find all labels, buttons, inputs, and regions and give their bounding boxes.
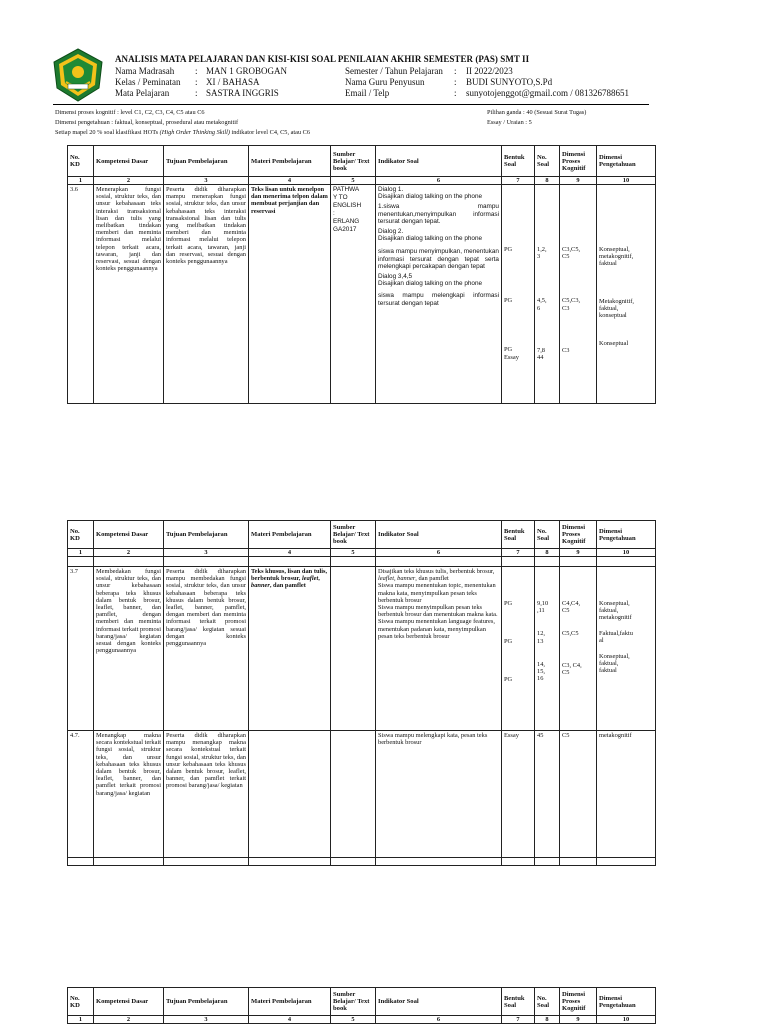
indikator-line: Disajikan dialog talking on the phone bbox=[378, 280, 483, 288]
meta-value-mapel: SASTRA INGGRIS bbox=[206, 88, 279, 98]
col-header: Tujuan Pembelajaran bbox=[164, 521, 249, 549]
materi-italic: banner bbox=[251, 582, 270, 590]
meta-colon: : bbox=[195, 77, 198, 87]
col-number: 8 bbox=[535, 1016, 560, 1024]
pengetahuan-value: faktual bbox=[599, 667, 617, 675]
col-header: Tujuan Pembelajaran bbox=[164, 146, 249, 177]
meta-value-email: sunyotojenggot@gmail.com / 081326788651 bbox=[466, 88, 630, 98]
col-number: 4 bbox=[249, 1016, 331, 1024]
table-header-row bbox=[68, 521, 656, 549]
col-number: 4 bbox=[249, 549, 331, 557]
kisi-kisi-table-3 bbox=[67, 987, 656, 1024]
table-row bbox=[68, 567, 656, 731]
pengetahuan-value: faktual, bbox=[599, 607, 619, 615]
note-essay: Essay / Uraian : 5 bbox=[487, 119, 532, 126]
meta-value-kelas: XI / BAHASA bbox=[206, 77, 260, 87]
table-header-row bbox=[68, 988, 656, 1016]
proses-value: C4,C4, bbox=[562, 600, 581, 607]
col-number: 10 bbox=[597, 549, 656, 557]
col-number: 2 bbox=[94, 1016, 164, 1024]
header-rule bbox=[53, 104, 649, 105]
indikator-soal bbox=[376, 185, 502, 404]
col-number: 1 bbox=[68, 549, 94, 557]
col-header: Indikator Soal bbox=[376, 521, 502, 549]
pengetahuan-value: Konseptual bbox=[599, 340, 629, 348]
dimensi-pengetahuan bbox=[597, 567, 656, 731]
kisi-kisi-table-1 bbox=[67, 145, 656, 404]
bentuk-value: Essay bbox=[504, 353, 519, 361]
col-header: Dimensi Pengetahuan bbox=[597, 146, 656, 177]
materi-text: Teks khusus, lisan dan tulis, berbentuk brosur, bbox=[251, 568, 328, 583]
materi-pembelajaran bbox=[249, 731, 331, 858]
sumber-line: GA2017 bbox=[333, 226, 357, 233]
bentuk-value: PG bbox=[504, 246, 513, 253]
nosoal-value: 3 bbox=[537, 253, 541, 261]
nosoal-value: 7,8 bbox=[537, 346, 545, 354]
indikator-line: Siswa mampu menentukan topic, menentukan makna kata, menyimpulkan pesan teks berbentuk brosur bbox=[378, 582, 496, 604]
document-title: ANALISIS MATA PELAJARAN DAN KISI-KISI SOAL PENILAIAN AKHIR SEMESTER (PAS) SMT II bbox=[115, 54, 530, 64]
proses-value: C5,C5 bbox=[562, 630, 579, 638]
col-number: 8 bbox=[535, 549, 560, 557]
col-number: 6 bbox=[376, 177, 502, 185]
kd-number: 4.7. bbox=[68, 731, 94, 858]
col-header: Materi Pembelajaran bbox=[249, 146, 331, 177]
nosoal-value: 4,5, bbox=[537, 297, 547, 305]
col-header: Dimensi Proses Kognitif bbox=[560, 988, 597, 1016]
proses-value: C3 bbox=[562, 346, 570, 354]
col-number: 2 bbox=[94, 177, 164, 185]
materi-text: , bbox=[318, 575, 320, 583]
bentuk-soal bbox=[502, 567, 535, 731]
proses-value: C5 bbox=[562, 668, 570, 676]
indikator-line: Siswa mampu menentukan language features, menentukan padanan kata, menyimpulkan pesan teks berbentuk brosur bbox=[378, 618, 495, 640]
meta-colon: : bbox=[454, 77, 457, 87]
col-header: Bentuk Soal bbox=[502, 521, 535, 549]
bentuk-value: PG bbox=[504, 346, 513, 354]
col-number: 9 bbox=[560, 177, 597, 185]
col-header: No. KD bbox=[68, 521, 94, 549]
col-number: 9 bbox=[560, 549, 597, 557]
col-header: Dimensi Proses Kognitif bbox=[560, 521, 597, 549]
col-header: Dimensi Proses Kognitif bbox=[560, 146, 597, 177]
col-number: 5 bbox=[331, 549, 376, 557]
nomor-soal: 45 bbox=[535, 731, 560, 858]
indikator-line: Siswa mampu menyimpulkan pesan teks berbentuk brosur dan menentukan makna kata. bbox=[378, 604, 498, 619]
note-pilihan-ganda: Pilihan ganda : 40 (Sesuai Surat Tugas) bbox=[487, 109, 587, 116]
sumber-line: PATHWA bbox=[333, 186, 360, 193]
materi-text: , dan pamflet bbox=[269, 582, 306, 590]
col-header: Sumber Belajar/ Text book bbox=[331, 988, 376, 1016]
col-header: Kompetensi Dasar bbox=[94, 988, 164, 1016]
col-number: 5 bbox=[331, 177, 376, 185]
materi-pembelajaran: Teks lisan untuk menelpon dan menerima telpon dalam membuat perjanjian dan reservasi bbox=[249, 185, 331, 404]
sumber-belajar bbox=[331, 185, 376, 404]
kd-number: 3.7 bbox=[68, 567, 94, 731]
indikator-line: Dialog 3,4,5 bbox=[378, 273, 413, 281]
tujuan-pembelajaran: Peserta didik diharapkan mampu menangkap makna secara kontekstual terkait fungsi sosial, struktur teks, dan unsur kebahasaan teks khusus dalam bentuk brosur, leaflet, banner, dan pamflet terkait promosi barang/jasa/ kegiatan bbox=[164, 731, 249, 858]
pengetahuan-value: faktual bbox=[599, 260, 617, 268]
col-header: Kompetensi Dasar bbox=[94, 521, 164, 549]
nomor-soal bbox=[535, 567, 560, 731]
column-number-row bbox=[68, 549, 656, 557]
col-header: Kompetensi Dasar bbox=[94, 146, 164, 177]
col-header: No. Soal bbox=[535, 146, 560, 177]
pengetahuan-value: konseptual bbox=[599, 312, 627, 320]
col-header: Materi Pembelajaran bbox=[249, 988, 331, 1016]
kd-number: 3.6 bbox=[68, 185, 94, 404]
table-row-blank bbox=[68, 557, 656, 567]
pengetahuan-value: al bbox=[599, 636, 604, 644]
indikator-italic: leaflet, banner bbox=[378, 575, 416, 583]
sumber-line: ERLANG bbox=[333, 218, 360, 225]
col-header: Tujuan Pembelajaran bbox=[164, 988, 249, 1016]
proses-value: C3 bbox=[562, 304, 570, 312]
sumber-line: ENGLISH bbox=[333, 202, 362, 209]
col-number: 6 bbox=[376, 1016, 502, 1024]
col-number: 9 bbox=[560, 1016, 597, 1024]
col-number: 7 bbox=[502, 177, 535, 185]
indikator-line: 1.siswa mampu menentukan,menyimpulkan informasi tersurat dengan tepat. bbox=[378, 203, 499, 225]
col-number: 7 bbox=[502, 1016, 535, 1024]
nosoal-value: 16 bbox=[537, 675, 544, 683]
meta-label-semester: Semester / Tahun Pelajaran bbox=[345, 66, 443, 76]
materi-pembelajaran bbox=[249, 567, 331, 731]
bentuk-soal bbox=[502, 185, 535, 404]
col-number: 1 bbox=[68, 177, 94, 185]
nosoal-value: 9,10 bbox=[537, 600, 549, 607]
col-header: Sumber Belajar/ Text book bbox=[331, 146, 376, 177]
kompetensi-dasar: Menerapkan fungsi sosial, struktur teks, dan unsur kebahasaan teks interaksi transaksional lisan dan tulis yang melibatkan tindakan memberi dan meminta informasi melalui telepon terkait acara, tawaran, janji dan reservasi, sesuai dengan konteks penggunaannya bbox=[94, 185, 164, 404]
col-number: 7 bbox=[502, 549, 535, 557]
sumber-belajar bbox=[331, 731, 376, 858]
indikator-line: Dialog 1. bbox=[378, 186, 404, 193]
kompetensi-dasar: Membedakan fungsi sosial, struktur teks, dan unsur kebahasaan beberapa teks khusus dalam bentuk brosur, leaflet, banner, dan pamflet, dengan memberi dan meminta informasi terkait promosi barang/jasa/ kegiatan sesuai dengan konteks penggunaannya bbox=[94, 567, 164, 731]
pengetahuan-value: metakognitif, bbox=[599, 253, 634, 261]
dimensi-proses-kognitif bbox=[560, 185, 597, 404]
col-number: 5 bbox=[331, 1016, 376, 1024]
pengetahuan-value: Konseptual, bbox=[599, 600, 630, 607]
col-header: Indikator Soal bbox=[376, 988, 502, 1016]
nomor-soal bbox=[535, 185, 560, 404]
col-header: Sumber Belajar/ Text book bbox=[331, 521, 376, 549]
pengetahuan-value: Konseptual, bbox=[599, 246, 630, 253]
col-number: 3 bbox=[164, 177, 249, 185]
col-number: 6 bbox=[376, 549, 502, 557]
proses-value: C5 bbox=[562, 607, 570, 615]
nosoal-value: ,11 bbox=[537, 607, 545, 615]
meta-colon: : bbox=[195, 88, 198, 98]
nosoal-value: 13 bbox=[537, 637, 544, 645]
sumber-line: Y TO bbox=[333, 194, 348, 201]
col-header: Bentuk Soal bbox=[502, 988, 535, 1016]
tujuan-pembelajaran: Peserta didik diharapkan mampu membedakan fungsi sosial, struktur teks, dan unsur kebahasaan beberapa teks khusus dalam bentuk brosur, leaflet, banner, pamflet, dengan memberi dan meminta informasi terkait promosi barang/jasa/ kegiatan sesuai dengan konteks penggunaannya bbox=[164, 567, 249, 731]
dimensi-pengetahuan bbox=[597, 185, 656, 404]
meta-colon: : bbox=[454, 88, 457, 98]
col-header: No. Soal bbox=[535, 521, 560, 549]
col-header: Dimensi Pengetahuan bbox=[597, 521, 656, 549]
pengetahuan-value: faktual, bbox=[599, 304, 619, 312]
meta-label-guru: Nama Guru Penyusun bbox=[345, 77, 425, 87]
indikator-soal: Siswa mampu melengkapi kata, pesan teks berbentuk brosur bbox=[376, 731, 502, 858]
bentuk-soal: Essay bbox=[502, 731, 535, 858]
column-number-row bbox=[68, 177, 656, 185]
col-header: Bentuk Soal bbox=[502, 146, 535, 177]
col-number: 4 bbox=[249, 177, 331, 185]
pengetahuan-value: Faktual,faktu bbox=[599, 629, 633, 637]
dimensi-proses-kognitif: C5 bbox=[560, 731, 597, 858]
note-hots-prefix: Setiap mapel 20 % soal klasifikasi HOTs bbox=[55, 129, 160, 136]
note-hots bbox=[55, 129, 310, 136]
sumber-line: : bbox=[333, 210, 335, 217]
meta-colon: : bbox=[454, 66, 457, 76]
nosoal-value: 44 bbox=[537, 354, 544, 362]
col-header: Dimensi Pengetahuan bbox=[597, 988, 656, 1016]
col-header: No. KD bbox=[68, 988, 94, 1016]
madrasah-logo-icon bbox=[52, 48, 104, 102]
pengetahuan-value: Konseptual, bbox=[599, 653, 630, 661]
col-number: 8 bbox=[535, 177, 560, 185]
table-row bbox=[68, 185, 656, 404]
indikator-line: Disajikan dialog talking on the phone bbox=[378, 193, 483, 201]
col-header: Materi Pembelajaran bbox=[249, 521, 331, 549]
table-row-blank bbox=[68, 858, 656, 866]
col-number: 3 bbox=[164, 549, 249, 557]
col-number: 3 bbox=[164, 1016, 249, 1024]
indikator-line: Dialog 2. bbox=[378, 228, 404, 236]
indikator-text: Disajikan teks khusus tulis, berbentuk brosur, bbox=[378, 568, 495, 575]
pengetahuan-value: faktual, bbox=[599, 660, 619, 668]
bentuk-value: PG bbox=[504, 297, 513, 305]
bentuk-value: PG bbox=[504, 600, 513, 607]
indikator-soal bbox=[376, 567, 502, 731]
nosoal-value: 1,2, bbox=[537, 246, 547, 253]
proses-value: C5,C3, bbox=[562, 297, 581, 305]
meta-value-guru: BUDI SUNYOTO,S.Pd bbox=[466, 77, 553, 87]
col-number: 10 bbox=[597, 1016, 656, 1024]
nosoal-value: 15, bbox=[537, 668, 545, 676]
meta-label-madrasah: Nama Madrasah bbox=[115, 66, 175, 76]
column-number-row bbox=[68, 1016, 656, 1024]
pengetahuan-value: metakognitif bbox=[599, 614, 632, 622]
col-header: No. KD bbox=[68, 146, 94, 177]
pengetahuan-value: Metakognitif, bbox=[599, 297, 634, 305]
note-hots-suffix: indikator level C4, C5, atau C6 bbox=[229, 129, 311, 136]
proses-value: C3, C4, bbox=[562, 661, 582, 669]
materi-italic: leaflet bbox=[301, 575, 319, 583]
nosoal-value: 12, bbox=[537, 630, 545, 638]
meta-label-mapel: Mata Pelajaran bbox=[115, 88, 170, 98]
col-number: 10 bbox=[597, 177, 656, 185]
sumber-belajar bbox=[331, 567, 376, 731]
proses-value: C3,C5, bbox=[562, 246, 581, 253]
col-number: 2 bbox=[94, 549, 164, 557]
nosoal-value: 6 bbox=[537, 304, 541, 312]
indikator-line: Disajikan dialog talking on the phone bbox=[378, 235, 483, 243]
col-header: No. Soal bbox=[535, 988, 560, 1016]
nosoal-value: 14, bbox=[537, 660, 545, 668]
proses-value: C5 bbox=[562, 253, 570, 261]
col-header: Indikator Soal bbox=[376, 146, 502, 177]
meta-value-madrasah: MAN 1 GROBOGAN bbox=[206, 66, 288, 76]
meta-value-semester: II 2022/2023 bbox=[466, 66, 513, 76]
indikator-line: siswa mampu menyimpulkan, menentukan informasi tersurat dengan tepat serta melengkapi percakapan dengan tepat bbox=[378, 248, 499, 270]
dimensi-pengetahuan: metakognitif bbox=[597, 731, 656, 858]
indikator-line: siswa mampu melengkapi informasi tersurat dengan tepat bbox=[378, 292, 499, 307]
kisi-kisi-table-2 bbox=[67, 520, 656, 866]
bentuk-value: PG bbox=[504, 638, 513, 646]
bentuk-value: PG bbox=[504, 676, 513, 684]
note-hots-italic: (High Order Thinking Skill) bbox=[159, 129, 230, 136]
indikator-text: , dan pamflet bbox=[415, 575, 449, 583]
meta-label-email: Email / Telp bbox=[345, 88, 390, 98]
table-header-row bbox=[68, 146, 656, 177]
tujuan-pembelajaran: Peserta didik diharapkan mampu menerapkan fungsi sosial, struktur teks, dan unsur kebahasaan teks interaksi transaksional lisan dan tulis yang melibatkan tindakan memberi dan meminta informasi melalui telepon terkait acara, tawaran, janji dan reservasi, sesuai dengan konteks penggunaannya bbox=[164, 185, 249, 404]
kompetensi-dasar: Menangkap makna secara kontekstual terkait fungsi sosial, struktur teks, dan unsur kebahasaan teks khusus dalam bentuk brosur, leaflet, banner, dan pamflet terkait promosi barang/jasa/ kegiatan bbox=[94, 731, 164, 858]
note-dimensi-pengetahuan: Dimensi pengetahuan : faktual, konseptual, prosedural atau metakognitif bbox=[55, 119, 239, 126]
dimensi-proses-kognitif bbox=[560, 567, 597, 731]
meta-label-kelas: Kelas / Peminatan bbox=[115, 77, 181, 87]
table-row bbox=[68, 731, 656, 858]
note-dimensi-proses: Dimensi proses kognitif : level C1, C2, C3, C4, C5 atau C6 bbox=[55, 109, 205, 116]
meta-colon: : bbox=[195, 66, 198, 76]
col-number: 1 bbox=[68, 1016, 94, 1024]
